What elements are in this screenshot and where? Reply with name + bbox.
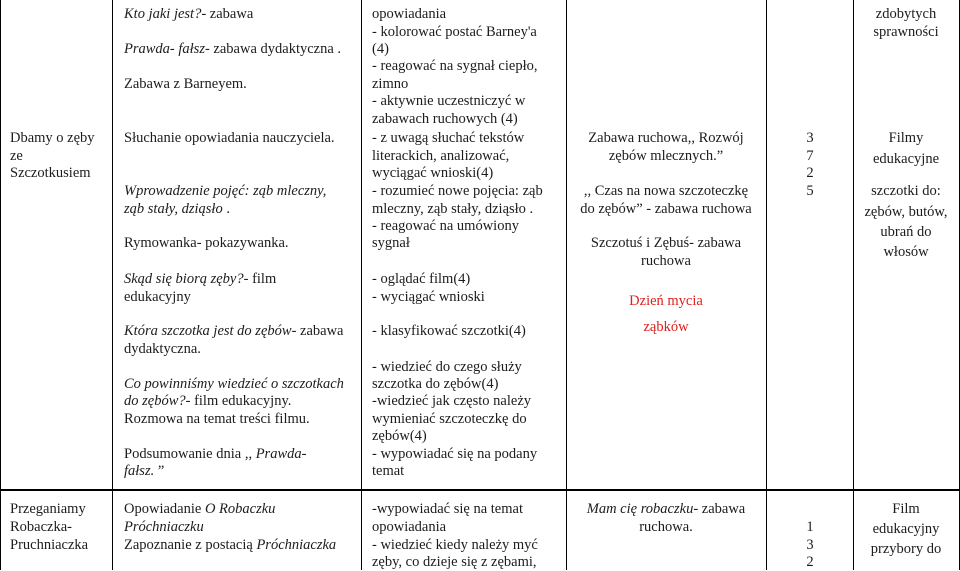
resource-line: zdobytych [875,6,937,22]
goal-line: szczotka do zębów(4) [372,376,499,392]
goal-line: wyciągać wnioski(4) [372,165,494,181]
topic-line: ze [10,148,23,164]
movement-line-highlight: Dzień mycia [629,293,703,309]
resource-line: Film [892,501,920,517]
topic-line: Robaczka- [10,519,72,535]
movement-line: Szczotuś i Zębuś- zabawa [590,235,742,251]
number-value: 1 [806,519,814,535]
column-divider [112,0,113,570]
activity-line: Rozmowa na temat treści filmu. [124,411,310,427]
resource-line: Filmy [888,130,924,146]
goal-line: - reagować na umówiony [372,218,519,234]
number-value: 7 [806,148,814,164]
activity-line: Słuchanie opowiadania nauczyciela. [124,130,335,146]
goal-line: zęby, co dzieje się z zębami, [372,554,537,570]
goal-line: - kolorować postać Barney'a [372,24,537,40]
number-value: 5 [806,183,814,199]
number-value: 3 [806,130,814,146]
number-value: 3 [806,537,814,553]
goal-line: zimno [372,76,409,92]
resource-line: włosów [883,244,929,260]
resource-line: sprawności [873,24,939,40]
column-divider [766,0,767,570]
activity-line: dydaktyczna. [124,341,201,357]
number-value: 2 [806,554,814,570]
goal-line: - wiedzieć kiedy należy myć [372,537,538,553]
movement-line: Mam cię robaczku- zabawa [586,501,746,517]
activity-line: Próchniaczku [124,519,204,535]
activity-line: Prawda- fałsz- zabawa dydaktyczna . [124,41,342,57]
movement-line: do zębów” - zabawa ruchowa [580,201,752,217]
goal-line: - rozumieć nowe pojęcia: ząb [372,183,543,199]
topic-line: Szczotkusiem [10,165,91,181]
movement-line: ,, Czas na nowa szczoteczkę [583,183,749,199]
column-divider [853,0,854,570]
resource-line: szczotki do: [871,183,941,199]
activity-line: edukacyjny [124,289,191,305]
activity-line: Skąd się biorą zęby?- film [124,271,277,287]
goal-line: zębów(4) [372,428,427,444]
activity-line: fałsz. ” [124,463,165,479]
activity-line: Co powinniśmy wiedzieć o szczotkach [124,376,344,392]
goal-line: -wiedzieć jak często należy [372,393,532,409]
goal-line: literackich, analizować, [372,148,510,164]
activity-line: Rymowanka- pokazywanka. [124,235,289,251]
resource-line: edukacyjne [872,151,940,167]
column-divider [361,0,362,570]
row-divider [0,489,960,491]
activity-line: Opowiadanie O Robaczku [124,501,276,517]
goal-line: sygnał [372,235,410,251]
goal-line: - aktywnie uczestniczyć w [372,93,526,109]
topic-line: Przeganiamy [10,501,86,517]
goal-line: wymieniać szczoteczkę do [372,411,527,427]
number-value: 2 [806,165,814,181]
goal-line: mleczny, ząb stały, dziąsło . [372,201,534,217]
resource-line: ubrań do [880,224,932,240]
goal-line: - wypowiadać się na podany [372,446,538,462]
goal-line: - reagować na sygnał ciepło, [372,58,538,74]
goal-line: zabawach ruchowych (4) [372,111,518,127]
movement-line: Zabawa ruchowa,, Rozwój [588,130,744,146]
goal-line: - wyciągać wnioski [372,289,485,305]
resource-line: edukacyjny [872,521,940,537]
movement-line: zębów mlecznych.” [608,148,724,164]
column-divider [0,0,1,570]
goal-line: - klasyfikować szczotki(4) [372,323,526,339]
activity-line: Która szczotka jest do zębów- zabawa [124,323,344,339]
activity-line: Wprowadzenie pojęć: ząb mleczny, [124,183,327,199]
activity-line: Zabawa z Barneyem. [124,76,247,92]
resource-line: zębów, butów, [864,204,948,220]
topic-line: Pruchniaczka [10,537,89,553]
goal-line: (4) [372,41,389,57]
activity-line: ząb stały, dziąsło . [124,201,230,217]
resource-line: przybory do [870,541,942,557]
activity-line: Zapoznanie z postacią Próchniaczka [124,537,337,553]
movement-line-highlight: ząbków [643,319,689,335]
goal-line: temat [372,463,405,479]
goal-line: opowiadania [372,519,447,535]
activity-line: do zębów?- film edukacyjny. [124,393,292,409]
movement-line: ruchowa [641,253,691,269]
goal-line: - oglądać film(4) [372,271,471,287]
goal-line: -wypowiadać się na temat [372,501,523,517]
movement-line: ruchowa. [639,519,693,535]
activity-line: Podsumowanie dnia ,, Prawda- [124,446,307,462]
goal-line: opowiadania [372,6,447,22]
goal-line: - wiedzieć do czego służy [372,359,522,375]
goal-line: - z uwagą słuchać tekstów [372,130,525,146]
activity-line: Kto jaki jest?- zabawa [124,6,254,22]
topic-line: Dbamy o zęby [10,130,95,146]
column-divider [566,0,567,570]
